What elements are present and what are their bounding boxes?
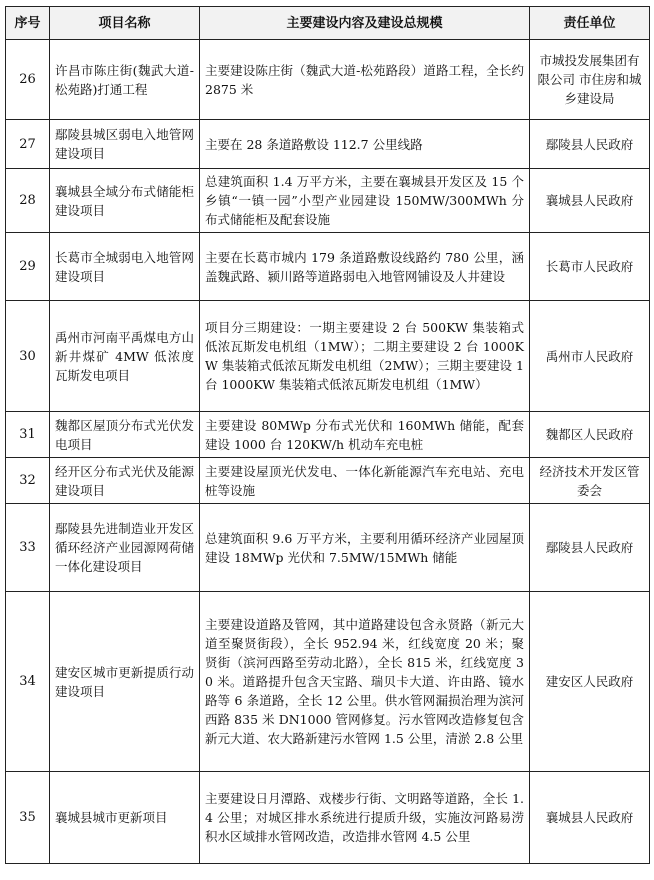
project-content: 主要建设屋顶光伏发电、一体化新能源汽车充电站、充电桩等设施 <box>200 458 530 504</box>
responsible-unit: 鄢陵县人民政府 <box>530 120 650 169</box>
row-number: 31 <box>6 412 50 458</box>
responsible-unit: 建安区人民政府 <box>530 592 650 772</box>
row-number: 34 <box>6 592 50 772</box>
project-name: 长葛市全城弱电入地管网建设项目 <box>50 233 200 301</box>
project-name: 许昌市陈庄街(魏武大道-松苑路)打通工程 <box>50 40 200 120</box>
row-number: 27 <box>6 120 50 169</box>
row-number: 29 <box>6 233 50 301</box>
table-row <box>6 772 650 864</box>
project-content: 主要建设陈庄街（魏武大道-松苑路段）道路工程，全长约 2875 米 <box>200 40 530 120</box>
row-number: 26 <box>6 40 50 120</box>
table-row <box>6 301 650 412</box>
table-row <box>6 592 650 772</box>
table-row <box>6 40 650 120</box>
header-unit: 责任单位 <box>530 7 650 40</box>
responsible-unit: 鄢陵县人民政府 <box>530 504 650 592</box>
project-content: 项目分三期建设：一期主要建设 2 台 500KW 集装箱式低浓瓦斯发电机组（1MW）；二期主要建设 2 台 1000KW 集装箱式低浓瓦斯发电机组（2MW）；三期主要建设 1 台 1000KW 集装箱式低浓瓦斯发电机组（1MW） <box>200 301 530 412</box>
header-no: 序号 <box>6 7 50 40</box>
table-row <box>6 504 650 592</box>
row-number: 30 <box>6 301 50 412</box>
row-number: 32 <box>6 458 50 504</box>
project-content: 主要建设道路及管网，其中道路建设包含永贤路（新元大道至聚贤街段），全长 952.94 米，红线宽度 20 米；聚贤街（滨河西路至劳动北路），全长 815 米，红线宽度 30 米。道路提升包含天宝路、瑞贝卡大道、许由路、镜水路等 6 条道路，全长 12 公里。供水管网漏损治理为滨河西路 835 米 DN1000 管网修复。污水管网改造修复包含新元大道、农大路新建污水管网 1.5 公里，清淤 2.8 公里 <box>200 592 530 772</box>
project-content: 总建筑面积 1.4 万平方米，主要在襄城县开发区及 15 个乡镇“一镇一园”小型产业园建设 150MW/300MWh 分布式储能柜及配套设施 <box>200 169 530 233</box>
project-name: 建安区城市更新提质行动建设项目 <box>50 592 200 772</box>
responsible-unit: 襄城县人民政府 <box>530 169 650 233</box>
table-row <box>6 169 650 233</box>
project-content: 总建筑面积 9.6 万平方米，主要利用循环经济产业园屋顶建设 18MWp 光伏和 7.5MW/15MWh 储能 <box>200 504 530 592</box>
table-row <box>6 412 650 458</box>
responsible-unit: 禹州市人民政府 <box>530 301 650 412</box>
table-row <box>6 120 650 169</box>
project-name: 襄城县城市更新项目 <box>50 772 200 864</box>
header-content: 主要建设内容及建设总规模 <box>200 7 530 40</box>
responsible-unit: 市城投发展集团有限公司 市住房和城乡建设局 <box>530 40 650 120</box>
project-name: 禹州市河南平禹煤电方山新井煤矿 4MW 低浓度瓦斯发电项目 <box>50 301 200 412</box>
project-name: 鄢陵县先进制造业开发区循环经济产业园源网荷储一体化建设项目 <box>50 504 200 592</box>
project-name: 鄢陵县城区弱电入地管网建设项目 <box>50 120 200 169</box>
responsible-unit: 经济技术开发区管委会 <box>530 458 650 504</box>
row-number: 33 <box>6 504 50 592</box>
project-name: 经开区分布式光伏及能源建设项目 <box>50 458 200 504</box>
row-number: 35 <box>6 772 50 864</box>
project-content: 主要在 28 条道路敷设 112.7 公里线路 <box>200 120 530 169</box>
project-content: 主要在长葛市城内 179 条道路敷设线路约 780 公里，涵盖魏武路、颍川路等道路弱电入地管网铺设及人井建设 <box>200 233 530 301</box>
project-content: 主要建设日月潭路、戏楼步行街、文明路等道路，全长 1.4 公里；对城区排水系统进行提质升级，实施汝河路易涝积水区域排水管网改造，改造排水管网 4.5 公里 <box>200 772 530 864</box>
table-header-row <box>6 7 650 40</box>
table-row <box>6 233 650 301</box>
project-name: 魏都区屋顶分布式光伏发电项目 <box>50 412 200 458</box>
responsible-unit: 长葛市人民政府 <box>530 233 650 301</box>
responsible-unit: 魏都区人民政府 <box>530 412 650 458</box>
header-name: 项目名称 <box>50 7 200 40</box>
project-name: 襄城县全域分布式储能柜建设项目 <box>50 169 200 233</box>
responsible-unit: 襄城县人民政府 <box>530 772 650 864</box>
table-row <box>6 458 650 504</box>
project-content: 主要建设 80MWp 分布式光伏和 160MWh 储能，配套建设 1000 台 120KW/h 机动车充电桩 <box>200 412 530 458</box>
project-table <box>5 6 650 864</box>
row-number: 28 <box>6 169 50 233</box>
